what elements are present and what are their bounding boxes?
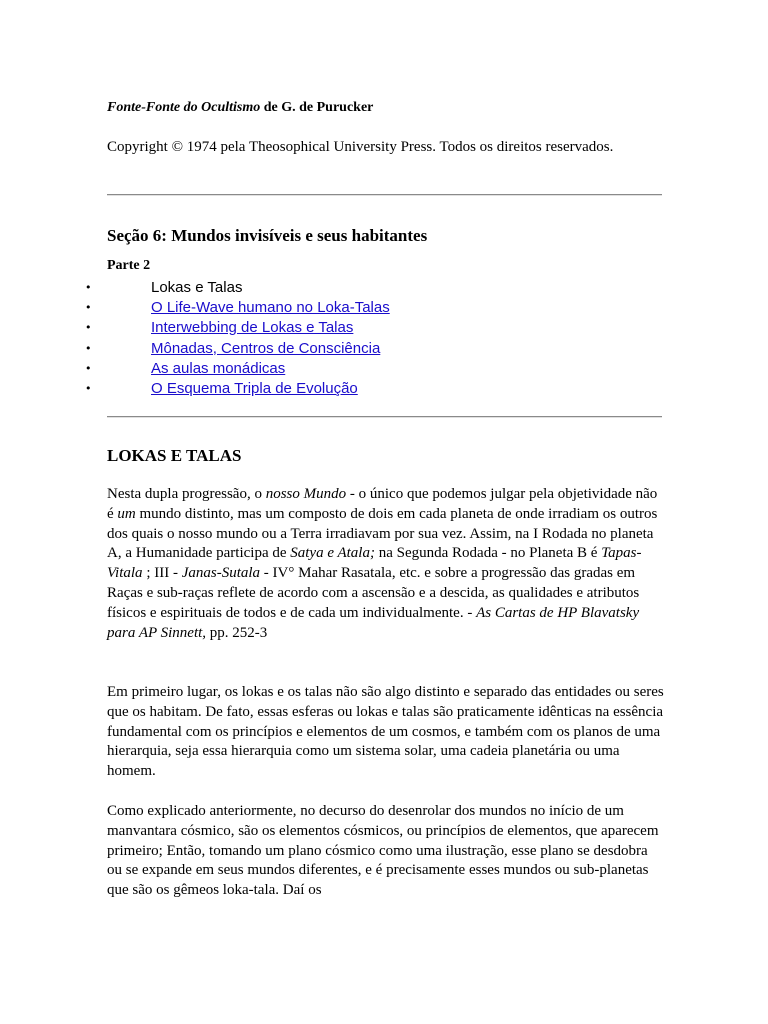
section-title: Seção 6: Mundos invisíveis e seus habitantes <box>107 226 428 245</box>
bullet-icon: • <box>85 341 92 355</box>
toc-item <box>85 359 390 379</box>
text-span: - IV° Mahar Rasatala, etc. e sobre a progressão das gradas em Raças e sub-raças reflete de acordo com a ascensão e a descida, as qualidades e atributos físicos e espirituais de todos e de cada um individualmente. - <box>107 565 640 621</box>
citation-source: As Cartas de HP Blavatsky para AP Sinnett, <box>107 604 640 641</box>
toc-link-life-wave[interactable]: O Life-Wave humano no Loka-Talas <box>151 299 390 317</box>
text-span: - o único que podemos julgar pela objetividade não é <box>107 486 658 522</box>
toc-link-interwebbing[interactable]: Interwebbing de Lokas e Talas <box>151 319 354 337</box>
text-span: mundo distinto, mas um composto de dois em cada planeta de onde irradiam os outros dos quais o nosso mundo ou a Terra irradiavam por sua vez. Assim, na I Rodada no planeta A, a Humanidade participa de <box>107 505 658 562</box>
toc-item <box>85 318 390 338</box>
bullet-icon: • <box>85 321 92 335</box>
source-line <box>107 100 373 116</box>
article-heading: LOKAS E TALAS <box>107 446 242 465</box>
source-book-title: Fonte-Fonte do Ocultismo <box>107 100 261 115</box>
copyright-notice: Copyright © 1974 pela Theosophical University Press. Todos os direitos reservados. <box>107 139 614 155</box>
body-paragraph: Em primeiro lugar, os lokas e os talas não são algo distinto e separado das entidades ou seres que os habitam. De fato, essas esferas ou lokas e talas são praticamente idênticas na essência fundamental com os princípios e elementos de um cosmos, e também com os planos de uma hierarquia, seja essa hierarquia como um sistema solar, uma cadeia planetária ou uma homem. <box>107 684 664 780</box>
bullet-icon: • <box>85 281 92 294</box>
italic-span: Satya e Atala; <box>290 545 375 562</box>
horizontal-rule <box>107 416 662 418</box>
text-span: na Segunda Rodada - no Planeta B é <box>374 545 602 562</box>
table-of-contents <box>85 278 390 399</box>
horizontal-rule <box>107 194 662 196</box>
toc-link-monadas[interactable]: Mônadas, Centros de Consciência <box>151 339 381 357</box>
citation-pages: pp. 252-3 <box>206 624 268 641</box>
toc-item <box>85 339 390 359</box>
italic-span: nosso Mundo <box>265 486 347 502</box>
toc-link-esquema-tripla[interactable]: O Esquema Tripla de Evolução <box>151 379 358 397</box>
text-span: Nesta dupla progressão, o <box>107 486 266 502</box>
source-author: de G. de Purucker <box>260 100 374 115</box>
bullet-icon: • <box>85 381 92 395</box>
text-span: ; III - <box>142 565 182 582</box>
toc-item <box>85 278 390 298</box>
toc-item <box>85 379 390 399</box>
quote-paragraph <box>107 485 665 643</box>
body-paragraph: Como explicado anteriormente, no decurso do desenrolar dos mundos no início de um manvantara cósmico, são os elementos cósmicos, ou princípios de elementos, que aparecem primeiro; Então, tomando um plano cósmico como uma ilustração, esse plano se desdobra ou se expande em seus mundos diferentes, e é precisamente esses mundos ou sub-planetas que são os gêmeos loka-tala. Daí os <box>107 803 659 899</box>
bullet-icon: • <box>85 301 92 315</box>
toc-link-aulas-monadicas[interactable]: As aulas monádicas <box>151 359 286 377</box>
italic-span: Tapas-Vitala <box>107 545 642 582</box>
toc-item <box>85 298 390 318</box>
bullet-icon: • <box>85 361 92 375</box>
italic-span: Janas-Sutala <box>181 565 261 582</box>
italic-span: um <box>117 505 136 522</box>
part-label: Parte 2 <box>107 258 151 273</box>
toc-item-current: Lokas e Talas <box>151 279 243 296</box>
